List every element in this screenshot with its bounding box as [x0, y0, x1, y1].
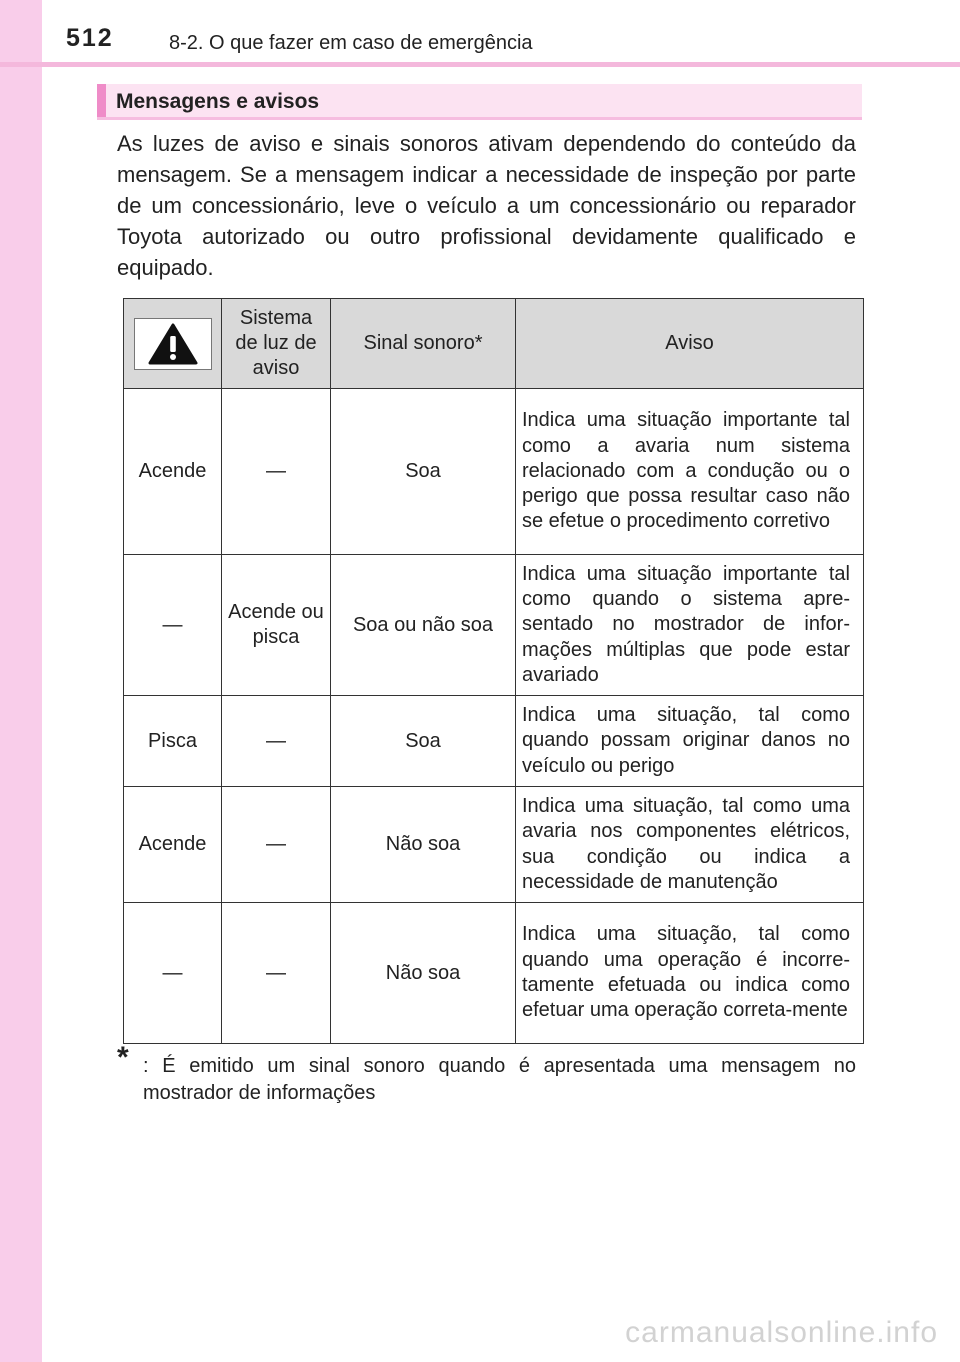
- table-row: [124, 787, 864, 903]
- column-header-light: Sistema de luz de aviso: [222, 299, 331, 389]
- table-cell: —: [124, 555, 222, 696]
- side-band: [0, 0, 42, 1362]
- table-cell: —: [124, 903, 222, 1044]
- footnote-marker: *: [117, 1041, 129, 1074]
- table-cell: Não soa: [331, 787, 516, 903]
- table-cell: Indica uma situação, tal como quando possam originar danos no veículo ou perigo: [516, 696, 864, 787]
- table-cell: Soa: [331, 696, 516, 787]
- column-header-warning: Aviso: [516, 299, 864, 389]
- table-row: [124, 555, 864, 696]
- table-cell: Acende ou pisca: [222, 555, 331, 696]
- table-cell: Indica uma situação importante tal como quando o sistema apre-sentado no mostrador de infor-mações múltiplas que pode estar avariado: [516, 555, 864, 696]
- table-row: [124, 696, 864, 787]
- table-cell: Indica uma situação, tal como quando uma operação é incorre-tamente efetuada ou indica como efetuar uma operação correta-mente: [516, 903, 864, 1044]
- heading-accent-bar: [97, 84, 106, 117]
- warning-triangle-icon: [134, 318, 212, 370]
- section-title: 8-2. O que fazer em caso de emergência: [169, 32, 533, 54]
- footnote-text: : É emitido um sinal sonoro quando é apresentada uma mensagem no mostrador de informações: [143, 1055, 856, 1104]
- header-icon-cell: [124, 299, 222, 389]
- intro-paragraph: As luzes de aviso e sinais sonoros ativam dependendo do conteúdo da mensagem. Se a mensagem indicar a necessidade de inspeção por parte de um concessionário, leve o veículo a um concessionário ou reparador Toyota autorizado ou outro profissional devidamente qualificado e equipado.: [117, 131, 856, 280]
- table-cell: —: [222, 903, 331, 1044]
- warnings-table: [123, 298, 864, 1044]
- heading-box: [97, 84, 862, 120]
- header-rule: [0, 62, 960, 67]
- table-cell: —: [222, 389, 331, 555]
- table-row: [124, 903, 864, 1044]
- page-number: 512: [66, 24, 114, 52]
- table-cell: Acende: [124, 389, 222, 555]
- table-cell: —: [222, 696, 331, 787]
- table-cell: Indica uma situação importante tal como a avaria num sistema relacionado com a condução ou o perigo que possa resultar caso não se efetue o procedimento corretivo: [516, 389, 864, 555]
- table-cell: Pisca: [124, 696, 222, 787]
- watermark: carmanualsonline.info: [625, 1316, 938, 1349]
- table-cell: Não soa: [331, 903, 516, 1044]
- table-cell: Acende: [124, 787, 222, 903]
- table-row: [124, 389, 864, 555]
- table-cell: Indica uma situação, tal como uma avaria nos componentes elétricos, sua condição ou indica a necessidade de manutenção: [516, 787, 864, 903]
- footnote: [117, 1041, 856, 1107]
- table-cell: Soa: [331, 389, 516, 555]
- heading-title: Mensagens e avisos: [116, 90, 320, 113]
- table-cell: —: [222, 787, 331, 903]
- table-cell: Soa ou não soa: [331, 555, 516, 696]
- column-header-sound: Sinal sonoro*: [331, 299, 516, 389]
- table-header-row: [124, 299, 864, 389]
